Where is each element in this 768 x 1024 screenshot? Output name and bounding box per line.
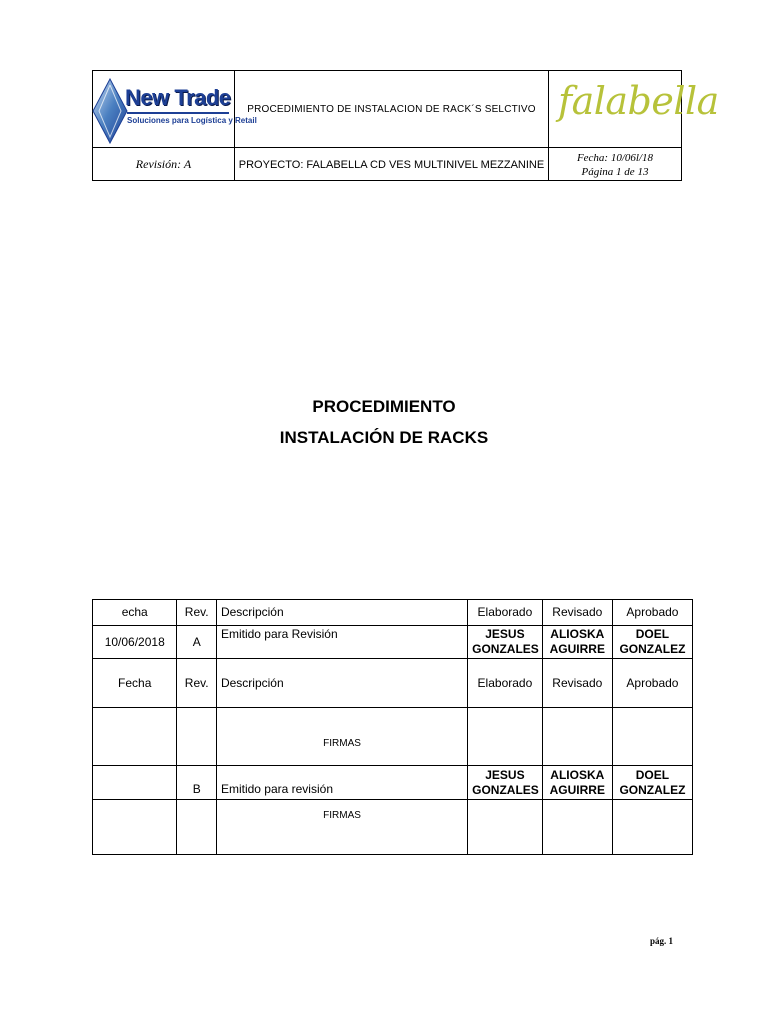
header2-rev: Rev. xyxy=(177,659,216,708)
row2-rev: B xyxy=(177,766,216,800)
header-rev: Rev. xyxy=(177,600,216,626)
row2-revisado: ALIOSKA AGUIRRE xyxy=(542,766,612,800)
header-elaborado: Elaborado xyxy=(468,600,543,626)
new-trade-logo xyxy=(93,73,257,145)
header-fecha: echa xyxy=(93,600,177,626)
diamond-icon xyxy=(93,79,127,143)
row1-aprobado: DOEL GONZALEZ xyxy=(612,626,692,659)
logo-tagline: Soluciones para Logística y Retail xyxy=(127,116,257,125)
falabella-logo xyxy=(550,71,719,147)
revision-label: Revisión: A xyxy=(135,157,192,171)
table-row xyxy=(93,626,693,659)
row2-fecha xyxy=(93,766,177,800)
header2-aprobado: Aprobado xyxy=(612,659,692,708)
header2-elaborado: Elaborado xyxy=(468,659,543,708)
firmas-label-2: FIRMAS xyxy=(216,800,467,855)
table-header-row-2 xyxy=(93,659,693,708)
table-row xyxy=(93,766,693,800)
project-label: PROYECTO: FALABELLA CD VES MULTINIVEL MEZZANINE xyxy=(238,158,545,171)
date-page-cell xyxy=(549,148,681,181)
page-number: pág. 1 xyxy=(650,936,674,946)
row1-rev: A xyxy=(177,626,216,659)
header2-fecha: Fecha xyxy=(93,659,177,708)
row1-elaborado: JESUS GONZALES xyxy=(468,626,543,659)
document-header xyxy=(92,70,719,181)
date-label: Fecha: 10/06l/18 xyxy=(576,151,654,164)
header2-revisado: Revisado xyxy=(542,659,612,708)
signature-row xyxy=(93,800,693,855)
logo-name: New Trade xyxy=(125,85,231,110)
row2-elaborado: JESUS GONZALES xyxy=(468,766,543,800)
row2-aprobado: DOEL GONZALEZ xyxy=(612,766,692,800)
document-title: PROCEDIMIENTO DE INSTALACION DE RACK´S SELCTIVO xyxy=(247,103,536,115)
row1-revisado: ALIOSKA AGUIRRE xyxy=(542,626,612,659)
header-revisado: Revisado xyxy=(542,600,612,626)
firmas-label-1: FIRMAS xyxy=(216,708,467,766)
header-descripcion: Descripción xyxy=(216,600,467,626)
row1-descripcion: Emitido para Revisión xyxy=(216,626,467,659)
main-title-line2: INSTALACIÓN DE RACKS xyxy=(279,428,489,447)
page-count-label: Página 1 de 13 xyxy=(581,165,649,178)
falabella-logo-text: falabella xyxy=(558,79,719,123)
revision-table xyxy=(92,599,693,855)
signature-row xyxy=(93,708,693,766)
row1-fecha: 10/06/2018 xyxy=(93,626,177,659)
table-header-row xyxy=(93,600,693,626)
header2-descripcion: Descripción xyxy=(216,659,467,708)
main-title-line1: PROCEDIMIENTO xyxy=(312,397,456,416)
header-aprobado: Aprobado xyxy=(612,600,692,626)
row2-descripcion: Emitido para revisión xyxy=(216,766,467,800)
